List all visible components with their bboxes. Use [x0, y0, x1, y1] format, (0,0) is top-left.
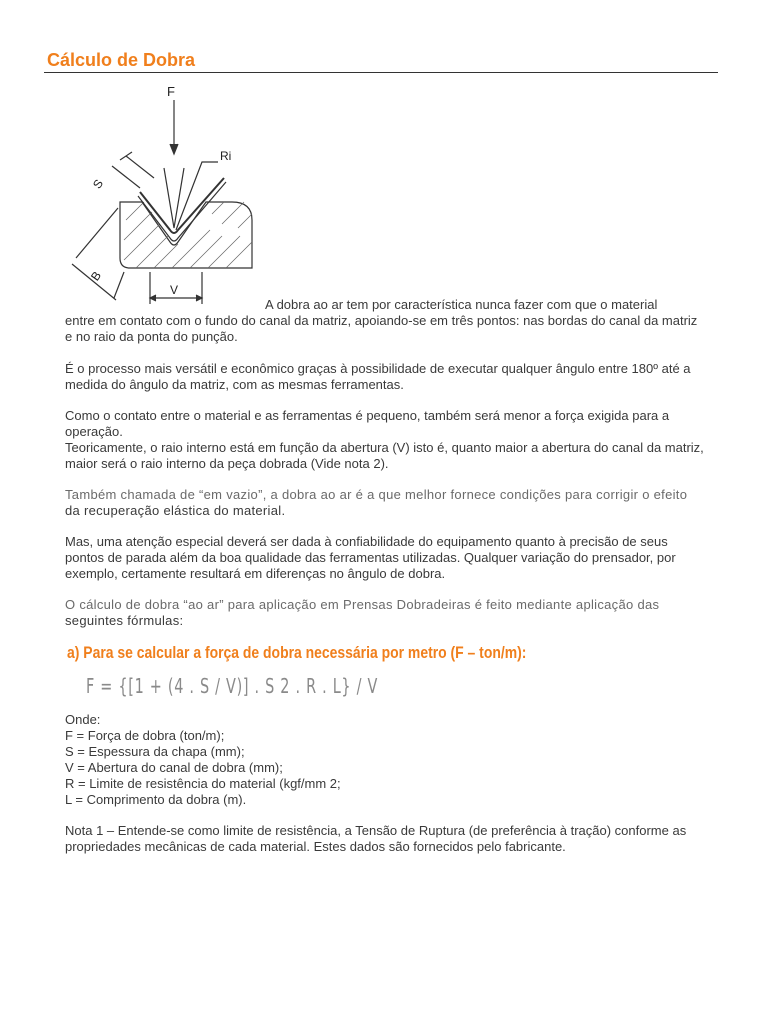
bent-sheet	[140, 178, 224, 233]
intro-rest: entre em contato com o fundo do canal da matriz, apoiando-se em três pontos: nas bordas do canal da matriz e no raio da ponta do punção.	[65, 313, 698, 344]
where-item: R = Limite de resistência do material (kgf/mm 2;	[65, 776, 341, 791]
punch-tool	[164, 168, 184, 228]
versatile-text: É o processo mais versátil e econômico graças à possibilidade de executar qualquer ângulo entre 180º até a medida do ângulo da matriz, com as mesmas ferramentas.	[65, 361, 691, 392]
note-1-paragraph	[65, 823, 705, 855]
where-item: L = Comprimento da dobra (m).	[65, 792, 247, 807]
where-item: S = Espessura da chapa (mm);	[65, 744, 245, 759]
note-1-text: Nota 1 – Entende-se como limite de resistência, a Tensão de Ruptura (de preferência à tração) conforme as propriedades mecânicas de cada material. Estes dados são fornecidos pelo fabricante.	[65, 823, 687, 854]
thickness-label: S	[89, 176, 107, 192]
radius-label: Ri	[220, 149, 232, 163]
em-vazio-rest: da recuperação elástica do material.	[65, 503, 286, 518]
intro-first-line: A dobra ao ar tem por característica nunca fazer com que o material	[265, 297, 658, 312]
where-title: Onde:	[65, 712, 101, 727]
opening-label: V	[170, 283, 179, 297]
force-label: F	[167, 84, 175, 99]
attention-text: Mas, uma atenção especial deverá ser dada à confiabilidade do equipamento quanto à precisão de seus pontos de parada além da boa qualidade das ferramentas utilizadas. Qualquer variação do prensador, por exemplo, certamente resultará em diferenças no ângulo de dobra.	[65, 534, 676, 581]
width-label: B	[87, 268, 105, 284]
die-block	[120, 202, 252, 268]
versatile-paragraph	[65, 361, 705, 393]
calc-paragraph	[65, 597, 705, 629]
calc-rest: seguintes fórmulas:	[65, 613, 184, 628]
intro-paragraph	[65, 297, 705, 345]
contact-line-2: Teoricamente, o raio interno está em função da abertura (V) isto é, quanto maior a abertura do canal da matriz, maior será o raio interno da peça dobrada (Vide nota 2).	[65, 440, 704, 471]
contact-paragraph	[65, 408, 705, 472]
calc-text: O cálculo de dobra “ao ar” para aplicação em Prensas Dobradeiras é feito mediante aplicação das	[65, 597, 660, 612]
force-formula: F = {[1 + (4 . S / V)] . S 2 . R . L} / V	[86, 674, 379, 698]
attention-paragraph	[65, 534, 705, 582]
title-divider	[44, 72, 718, 73]
air-bending-diagram	[62, 80, 262, 308]
page-title: Cálculo de Dobra	[47, 50, 196, 70]
section-a-heading: a) Para se calcular a força de dobra necessária por metro (F – ton/m):	[67, 643, 527, 662]
em-vazio-paragraph	[65, 487, 705, 519]
contact-line-1: Como o contato entre o material e as ferramentas é pequeno, também será menor a força exigida para a operação.	[65, 408, 670, 439]
where-item: V = Abertura do canal de dobra (mm);	[65, 760, 283, 775]
where-item: F = Força de dobra (ton/m);	[65, 728, 225, 743]
em-vazio-text: Também chamada de “em vazio”, a dobra ao ar é a que melhor fornece condições para corrigir o efeito	[65, 487, 688, 502]
where-list	[65, 712, 705, 808]
